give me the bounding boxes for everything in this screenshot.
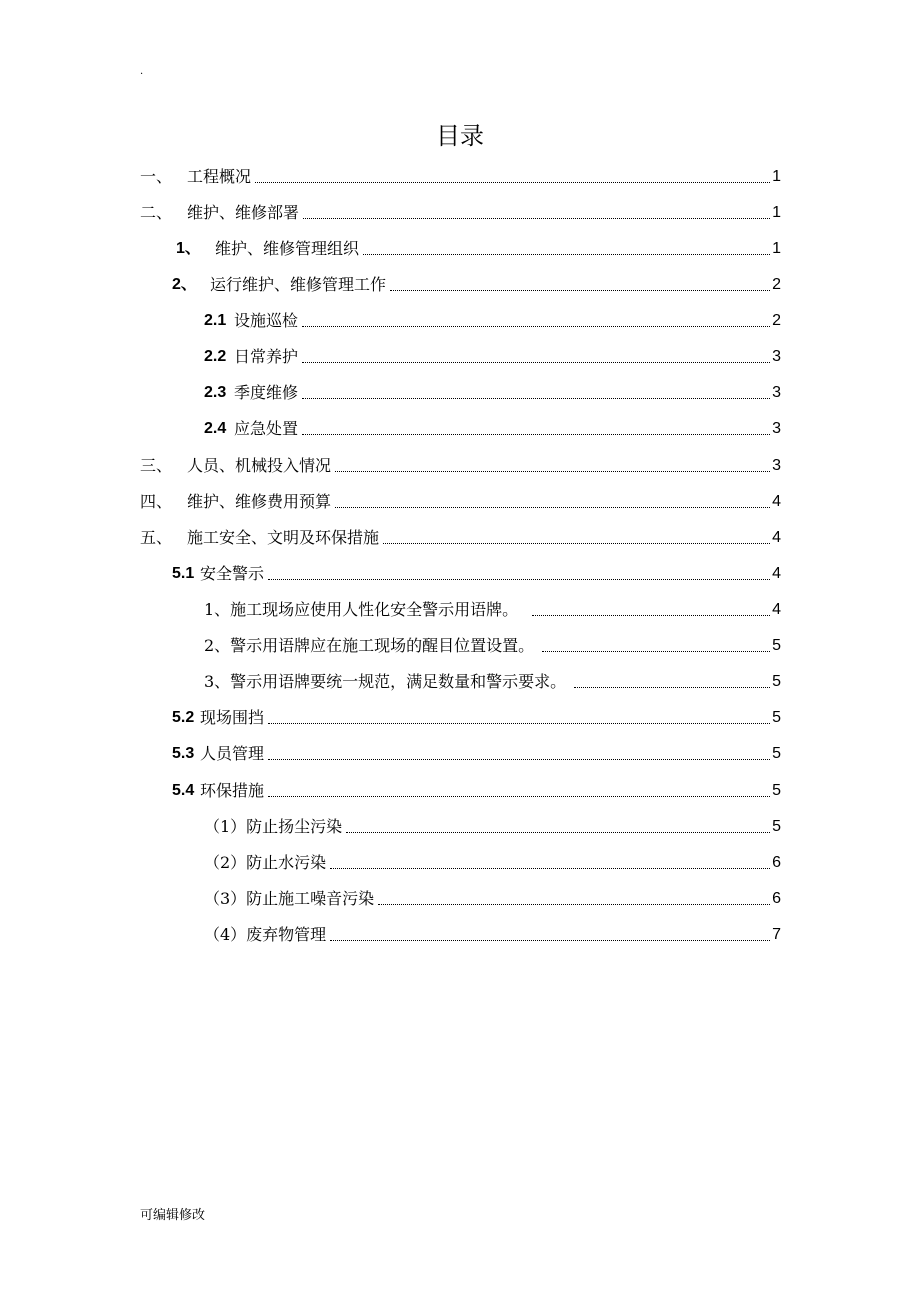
- toc-entry-text: （4）废弃物管理: [204, 925, 327, 944]
- toc-entry[interactable]: [204, 852, 781, 874]
- toc-dot-leader: [363, 254, 770, 255]
- toc-entry[interactable]: [140, 202, 781, 224]
- toc-entry[interactable]: [172, 274, 781, 296]
- toc-dot-leader: [574, 687, 770, 688]
- toc-entry-text: 施工安全、文明及环保措施: [187, 528, 380, 547]
- toc-dot-leader: [335, 471, 770, 472]
- toc-entry-text: 设施巡检: [234, 311, 299, 330]
- toc-entry-page: 2: [772, 276, 781, 293]
- toc-entry-text: （3）防止施工噪音污染: [204, 889, 375, 908]
- toc-dot-leader: [268, 723, 770, 724]
- toc-dot-leader: [532, 615, 770, 616]
- toc-entry[interactable]: [204, 671, 781, 693]
- toc-entry[interactable]: [204, 418, 781, 440]
- toc-entry-number: 一、: [140, 167, 173, 186]
- toc-entry-number: 2.3: [204, 384, 227, 401]
- toc-entry-page: 6: [772, 890, 781, 907]
- toc-entry-page: 1: [772, 168, 781, 185]
- toc-entry-page: 4: [772, 601, 781, 618]
- toc-entry-page: 4: [772, 493, 781, 510]
- toc-entry[interactable]: [140, 491, 781, 513]
- toc-entry[interactable]: [140, 166, 781, 188]
- toc-entry-page: 7: [772, 926, 781, 943]
- toc-dot-leader: [542, 651, 770, 652]
- toc-entry-text: 现场围挡: [200, 708, 265, 727]
- toc-entry-text: 1、施工现场应使用人性化安全警示用语牌。: [204, 600, 519, 619]
- toc-entry-number: 5.2: [172, 709, 195, 726]
- toc-entry-page: 5: [772, 637, 781, 654]
- toc-entry-number: 2.4: [204, 420, 227, 437]
- toc-entry-text: 2、警示用语牌应在施工现场的醒目位置设置。: [204, 636, 535, 655]
- toc-entry-text: 工程概况: [187, 167, 252, 186]
- toc-entry-number: 5.4: [172, 782, 195, 799]
- toc-title: 目录: [436, 122, 484, 150]
- toc-entry-text: 环保措施: [200, 781, 265, 800]
- toc-dot-leader: [302, 362, 770, 363]
- toc-entry-page: 3: [772, 457, 781, 474]
- toc-dot-leader: [302, 434, 770, 435]
- toc-entry[interactable]: [172, 563, 781, 585]
- toc-entry[interactable]: [204, 924, 781, 946]
- toc-entry-text: 维护、维修部署: [187, 203, 300, 222]
- toc-entry-number: 五、: [140, 528, 173, 547]
- toc-entry-number: 5.3: [172, 745, 195, 762]
- toc-entry-page: 2: [772, 312, 781, 329]
- toc-entry-text: 应急处置: [234, 419, 299, 438]
- toc-entry-page: 6: [772, 854, 781, 871]
- toc-entry[interactable]: [204, 310, 781, 332]
- toc-entry-number: 5.1: [172, 565, 195, 582]
- toc-entry-text: 维护、维修管理组织: [215, 239, 360, 258]
- toc-entry-number: 2、: [172, 276, 197, 293]
- toc-dot-leader: [378, 904, 770, 905]
- toc-dot-leader: [330, 940, 770, 941]
- toc-entry-page: 1: [772, 204, 781, 221]
- toc-entry[interactable]: [204, 816, 781, 838]
- toc-entry-text: （2）防止水污染: [204, 853, 327, 872]
- toc-entry-text: 人员、机械投入情况: [187, 456, 332, 475]
- toc-dot-leader: [268, 579, 770, 580]
- toc-entry[interactable]: [172, 707, 781, 729]
- toc-entry-text: 运行维护、维修管理工作: [210, 275, 387, 294]
- toc-entry-text: （1）防止扬尘污染: [204, 817, 343, 836]
- toc-entry[interactable]: [172, 780, 781, 802]
- toc-entry-number: 2.2: [204, 348, 227, 365]
- toc-entry-text: 人员管理: [200, 744, 265, 763]
- toc-entry-page: 4: [772, 529, 781, 546]
- toc-entry-text: 3、警示用语牌要统一规范，满足数量和警示要求。: [204, 672, 567, 691]
- toc-dot-leader: [268, 759, 770, 760]
- toc-entry-text: 维护、维修费用预算: [187, 492, 332, 511]
- toc-dot-leader: [268, 796, 770, 797]
- toc-entry-number: 1、: [176, 240, 201, 257]
- toc-dot-leader: [302, 326, 770, 327]
- toc-entry-number: 四、: [140, 492, 173, 511]
- toc-entry-page: 1: [772, 240, 781, 257]
- toc-dot-leader: [335, 507, 770, 508]
- toc-entry[interactable]: [204, 346, 781, 368]
- toc-dot-leader: [302, 398, 770, 399]
- toc-entry[interactable]: [204, 635, 781, 657]
- toc-entry[interactable]: [204, 382, 781, 404]
- toc-entry[interactable]: [140, 527, 781, 549]
- toc-entry[interactable]: [204, 599, 781, 621]
- toc-entry-text: 安全警示: [200, 564, 265, 583]
- toc-entry-page: 5: [772, 673, 781, 690]
- toc-entry-page: 5: [772, 818, 781, 835]
- toc-entry-page: 5: [772, 782, 781, 799]
- toc-dot-leader: [346, 832, 770, 833]
- toc-entry-page: 5: [772, 745, 781, 762]
- toc-entry-page: 5: [772, 709, 781, 726]
- toc-entry-page: 3: [772, 420, 781, 437]
- toc-entry[interactable]: [176, 238, 781, 260]
- toc-entry-number: 三、: [140, 456, 173, 475]
- toc-entry[interactable]: [140, 455, 781, 477]
- toc-entry-number: 二、: [140, 203, 173, 222]
- header-corner-mark: .: [140, 66, 144, 77]
- toc-entry-text: 季度维修: [234, 383, 299, 402]
- toc-entry-number: 2.1: [204, 312, 227, 329]
- toc-entry-text: 日常养护: [234, 347, 299, 366]
- toc-dot-leader: [390, 290, 770, 291]
- toc-entry[interactable]: [172, 743, 781, 765]
- toc-dot-leader: [383, 543, 770, 544]
- toc-dot-leader: [303, 218, 770, 219]
- toc-entry-page: 3: [772, 384, 781, 401]
- footer-text: 可编辑修改: [140, 1208, 206, 1223]
- toc-dot-leader: [255, 182, 770, 183]
- toc-entry[interactable]: [204, 888, 781, 910]
- toc-entry-page: 4: [772, 565, 781, 582]
- toc-entry-page: 3: [772, 348, 781, 365]
- toc-dot-leader: [330, 868, 770, 869]
